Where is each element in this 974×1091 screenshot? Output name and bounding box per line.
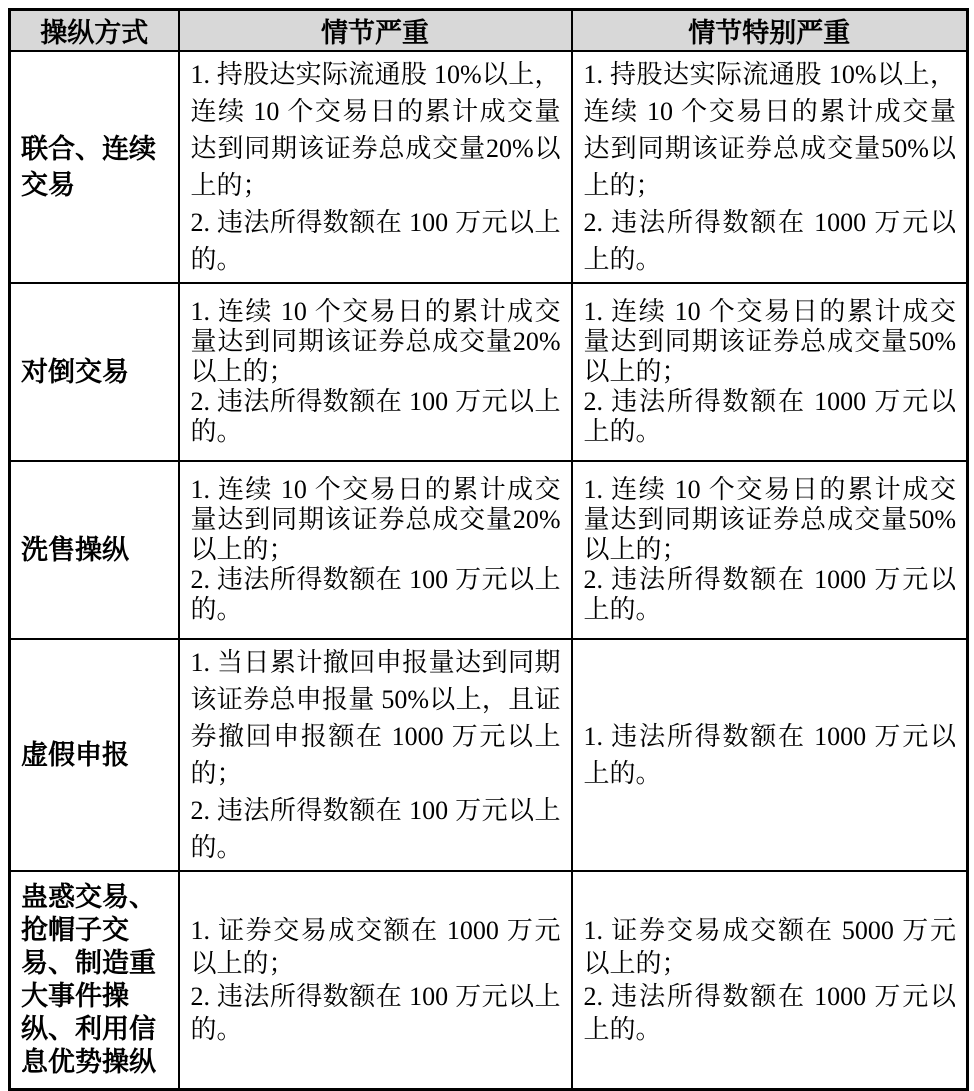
criterion-item: 1. 持股达实际流通股 10%以上，连续 10 个交易日的累计成交量达到同期该证券总成交量20%以上的； [190,60,561,200]
table-row [10,871,968,1089]
criterion-item: 2. 违法所得数额在 1000 万元以上的。 [583,565,956,624]
table-row [10,639,968,871]
serious-cell [179,283,572,461]
criterion-item: 2. 违法所得数额在 100 万元以上的。 [190,565,561,624]
method-cell: 虚假申报 [10,639,179,871]
criterion-item: 2. 违法所得数额在 100 万元以上的。 [190,981,561,1044]
extreme-cell [572,639,968,871]
criterion-item: 2. 违法所得数额在 100 万元以上的。 [190,208,561,274]
header-serious: 情节严重 [179,10,572,52]
criterion-item: 2. 违法所得数额在 1000 万元以上的。 [583,981,956,1044]
criterion-item: 1. 违法所得数额在 1000 万元以上的。 [583,722,956,788]
criterion-item: 2. 违法所得数额在 100 万元以上的。 [190,796,561,862]
criterion-item: 2. 违法所得数额在 1000 万元以上的。 [583,387,956,446]
penalty-table [8,8,969,1091]
table-row [10,461,968,639]
extreme-cell [572,461,968,639]
serious-cell [179,871,572,1089]
criterion-item: 1. 连续 10 个交易日的累计成交量达到同期该证券总成交量20%以上的； [190,475,561,564]
extreme-cell [572,283,968,461]
serious-cell [179,639,572,871]
criterion-item: 2. 违法所得数额在 100 万元以上的。 [190,387,561,446]
criterion-item: 1. 证券交易成交额在 5000 万元以上的； [583,915,956,978]
serious-cell [179,51,572,283]
serious-cell [179,461,572,639]
table-row [10,51,968,283]
criterion-item: 2. 违法所得数额在 1000 万元以上的。 [583,208,956,274]
criterion-item: 1. 连续 10 个交易日的累计成交量达到同期该证券总成交量50%以上的； [583,475,956,564]
header-method: 操纵方式 [10,10,179,52]
criterion-item: 1. 当日累计撤回申报量达到同期该证券总申报量 50%以上，且证券撤回申报额在 1000 万元以上的； [190,648,561,788]
criterion-item: 1. 连续 10 个交易日的累计成交量达到同期该证券总成交量20%以上的； [190,297,561,386]
extreme-cell [572,871,968,1089]
header-extreme: 情节特别严重 [572,10,968,52]
table-row [10,283,968,461]
criterion-item: 1. 证券交易成交额在 1000 万元以上的； [190,915,561,978]
method-cell: 蛊惑交易、抢帽子交易、制造重大事件操纵、利用信息优势操纵 [10,871,179,1089]
method-cell: 联合、连续交易 [10,51,179,283]
method-cell: 对倒交易 [10,283,179,461]
criterion-item: 1. 持股达实际流通股 10%以上，连续 10 个交易日的累计成交量达到同期该证券总成交量50%以上的； [583,60,956,200]
header-row [10,10,968,52]
method-cell: 洗售操纵 [10,461,179,639]
extreme-cell [572,51,968,283]
criterion-item: 1. 连续 10 个交易日的累计成交量达到同期该证券总成交量50%以上的； [583,297,956,386]
